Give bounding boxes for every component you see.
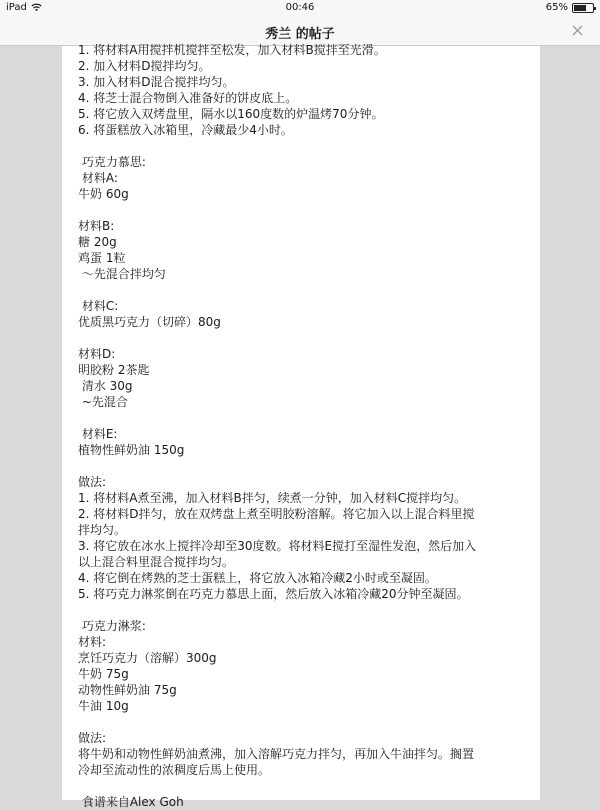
post-line (78, 458, 534, 474)
post-line: 冷却至流动性的浓稠度后馬上使用。 (78, 763, 271, 777)
page-title: 秀兰 的帖子 (265, 27, 335, 42)
post-line: 拌均匀。 (78, 523, 127, 537)
post-line: 3. 将它放在冰水上搅拌冷却至30度数。将材料E搅打至湿性发泡，然后加入 (78, 539, 477, 553)
post-line (78, 282, 534, 298)
close-button[interactable] (568, 21, 586, 39)
status-right (546, 2, 594, 13)
post-line: 材料E: (78, 427, 118, 441)
post-line: ~先混合 (78, 395, 128, 409)
clock: 00:46 (285, 2, 315, 13)
post-line: 以上混合料里混合搅拌均匀。 (78, 555, 235, 569)
post-line (78, 602, 534, 618)
close-icon (572, 25, 583, 36)
post-line: 鸡蛋 1粒 (78, 251, 126, 265)
post-line (78, 410, 534, 426)
post-line (78, 778, 534, 794)
post-line: 烹饪巧克力（溶解）300g (78, 651, 217, 665)
post-line (78, 330, 534, 346)
post-line: 牛奶 75g (78, 667, 129, 681)
post-line: 将牛奶和动物性鲜奶油煮沸，加入溶解巧克力拌匀，再加入牛油拌匀。搁置 (78, 747, 475, 761)
post-line: 食谱来自Alex Goh (78, 795, 184, 809)
post-line: 牛奶 60g (78, 187, 129, 201)
post-content (78, 42, 534, 810)
post-line: 3. 加入材料D混合搅拌均匀。 (78, 75, 235, 89)
post-line: 2. 将材料D拌匀，放在双烤盘上煮至明胶粉溶解。将它加入以上混合料里搅 (78, 507, 475, 521)
post-line: 植物性鲜奶油 150g (78, 443, 185, 457)
post-line: 做法: (78, 731, 107, 745)
post-line: 1. 将材料A用搅拌机搅拌至松发，加入材料B搅拌至光滑。 (78, 43, 386, 57)
post-line: 1. 将材料A煮至沸，加入材料B拌匀，续煮一分钟，加入材料C搅拌均匀。 (78, 491, 467, 505)
post-page[interactable] (62, 43, 540, 809)
post-line: 明胶粉 2茶匙 (78, 363, 150, 377)
battery-fill (574, 5, 586, 11)
battery-icon (572, 3, 594, 13)
post-line: 6. 将蛋糕放入冰箱里，冷藏最少4小时。 (78, 123, 293, 137)
post-line: 材料A: (78, 171, 118, 185)
post-line (78, 138, 534, 154)
post-line (78, 202, 534, 218)
post-line: 做法: (78, 475, 107, 489)
battery-percent: 65% (545, 2, 568, 13)
post-line: 牛油 10g (78, 699, 129, 713)
post-line: 4. 将芝士混合物倒入准备好的饼皮底上。 (78, 91, 298, 105)
post-line: 4. 将它倒在烤熟的芝士蛋糕上，将它放入冰箱冷藏2小时或至凝固。 (78, 571, 437, 585)
post-line: 清水 30g (78, 379, 133, 393)
post-line: 2. 加入材料D搅拌均匀。 (78, 59, 211, 73)
post-line: 糖 20g (78, 235, 117, 249)
status-bar (0, 0, 600, 16)
post-line: 材料: (78, 635, 107, 649)
post-line: 材料D: (78, 347, 116, 361)
post-line: 巧克力慕思: (78, 155, 146, 169)
post-line: 材料C: (78, 299, 119, 313)
post-line: 5. 将巧克力淋浆倒在巧克力慕思上面，然后放入冰箱冷藏20分钟至凝固。 (78, 587, 469, 601)
post-line: 5. 将它放入双烤盘里，隔水以160度数的炉温烤70分钟。 (78, 107, 384, 121)
post-line: 巧克力淋浆: (78, 619, 146, 633)
post-line: 优质黑巧克力（切碎）80g (78, 315, 221, 329)
post-line: 动物性鲜奶油 75g (78, 683, 177, 697)
post-line (78, 714, 534, 730)
post-line: 材料B: (78, 219, 115, 233)
post-line: ～先混合拌均匀 (78, 267, 166, 281)
device-label: iPad (6, 2, 27, 13)
